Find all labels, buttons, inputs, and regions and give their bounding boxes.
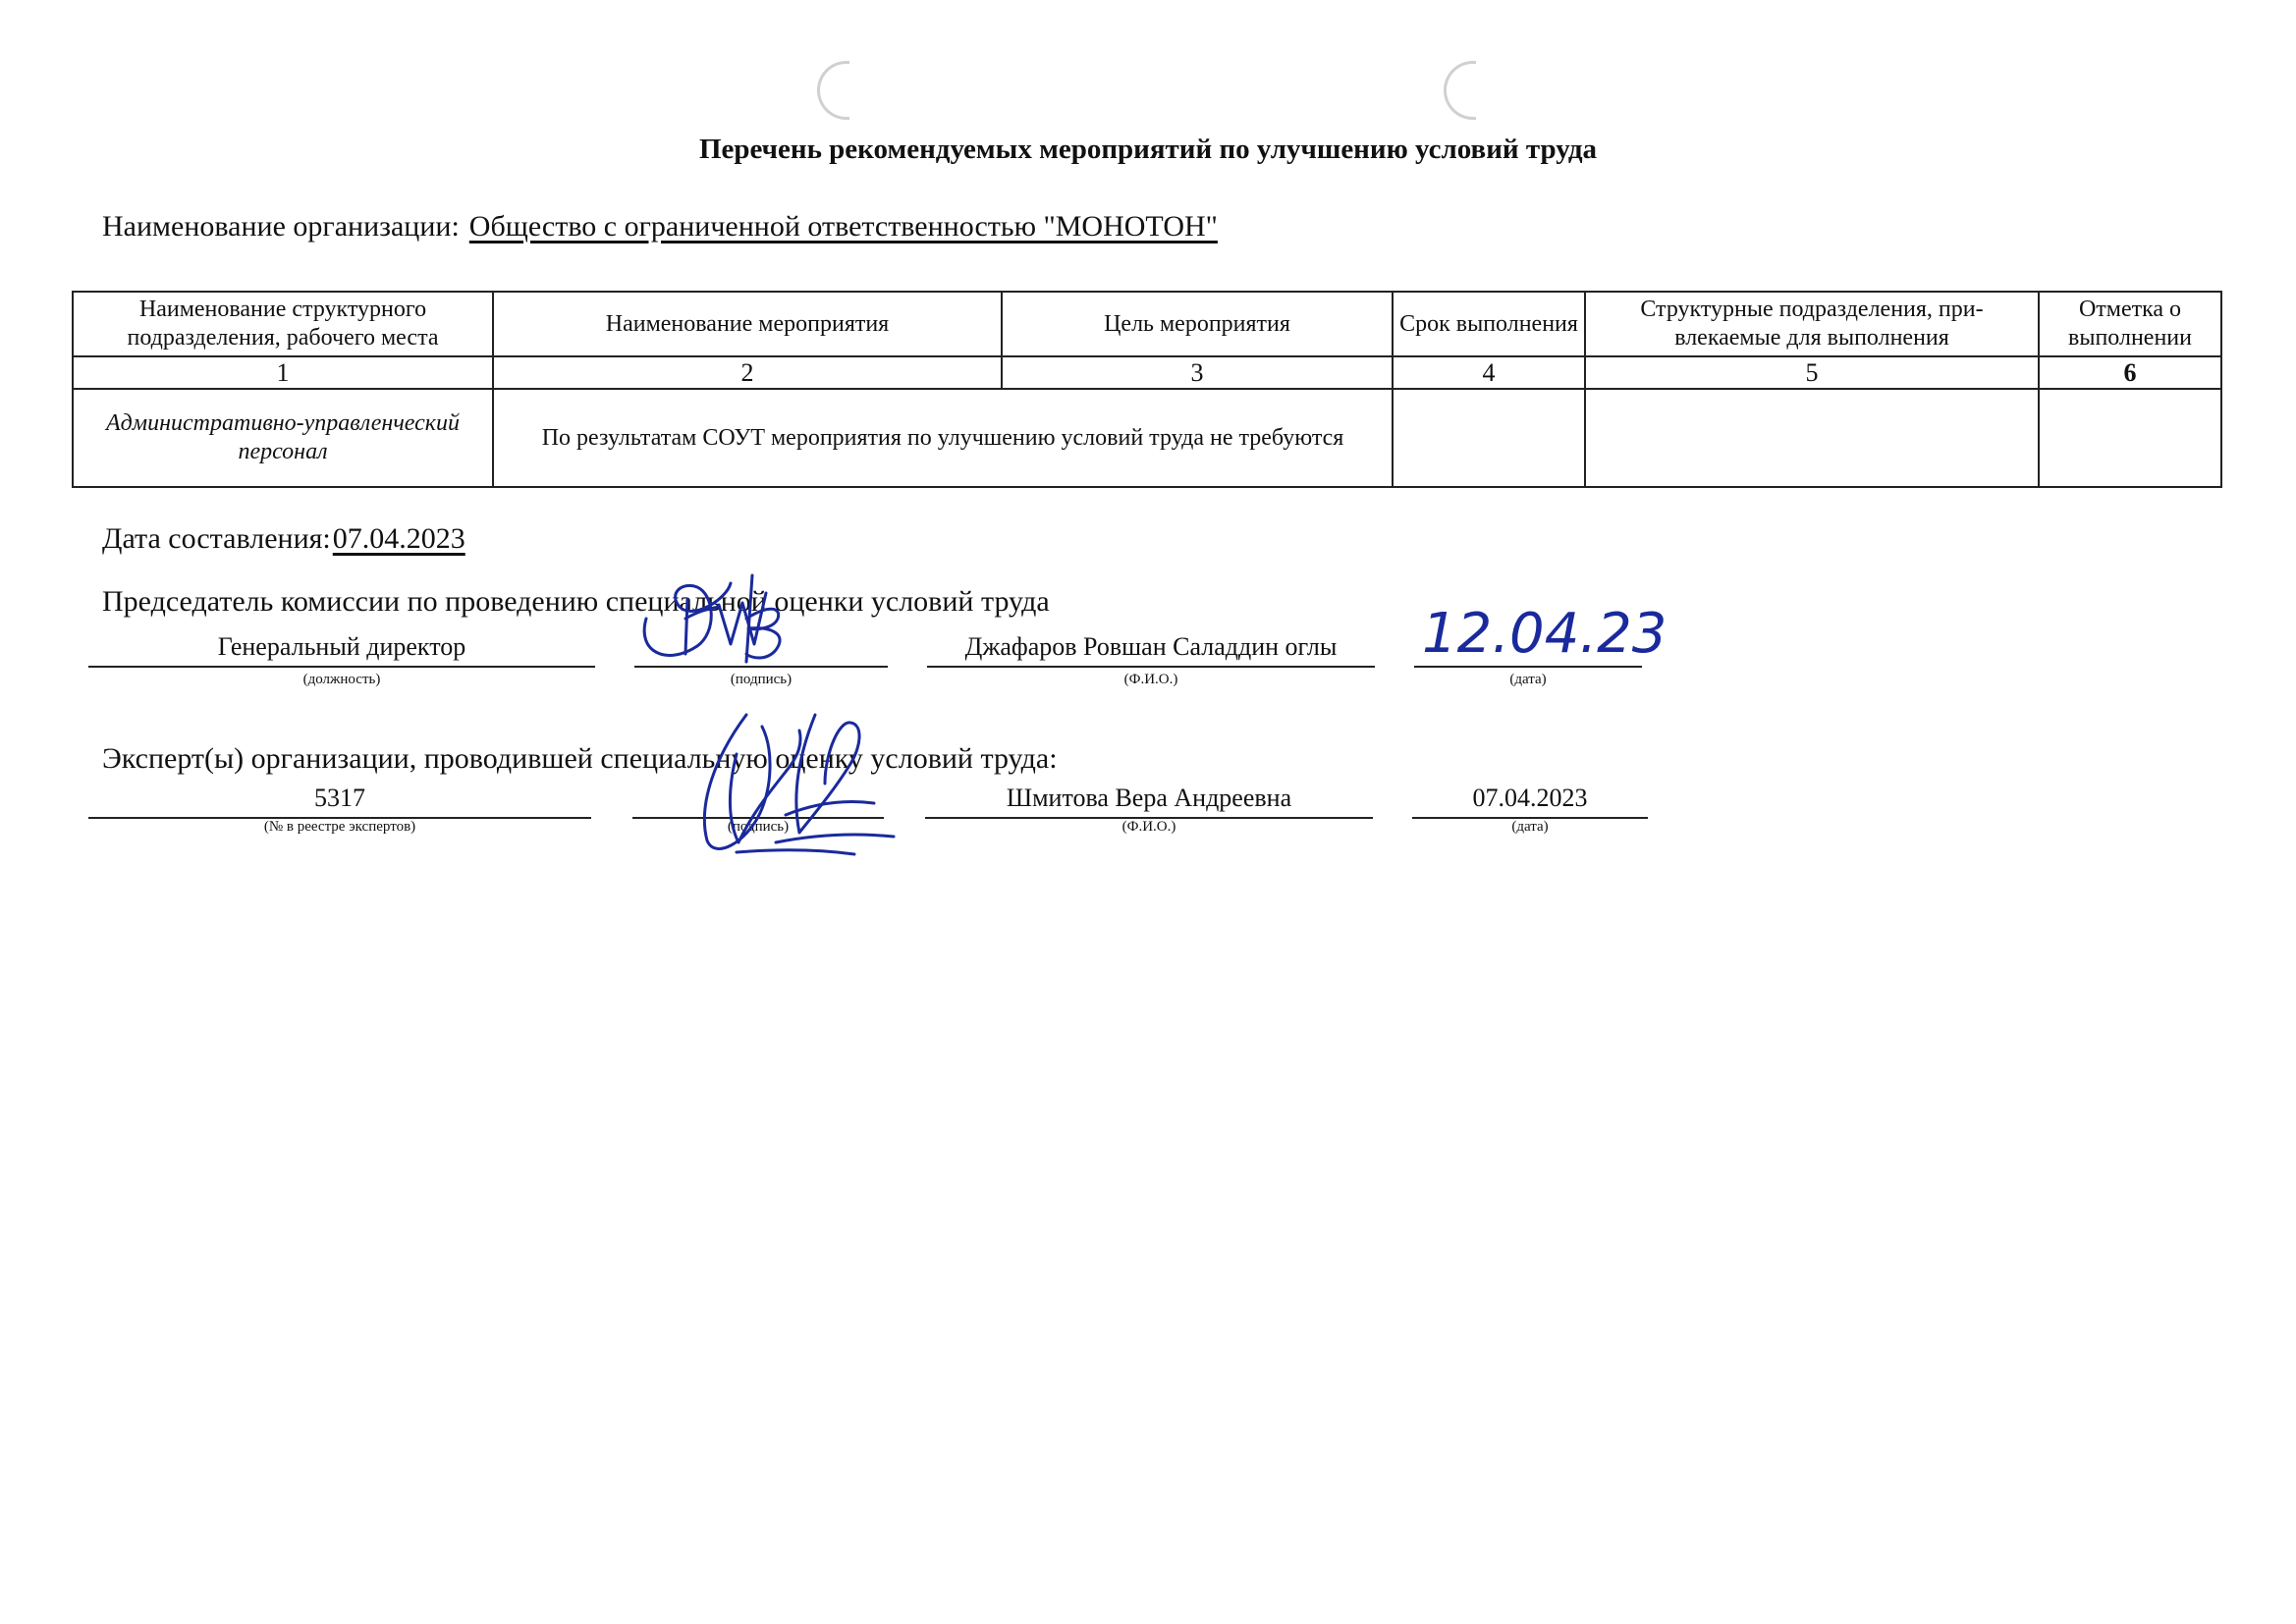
expert-registry-field: [88, 782, 591, 819]
column-header: Наименование мероприятия: [493, 292, 1002, 356]
date-caption: (дата): [1509, 672, 1547, 687]
chairman-handwritten-date: [1414, 601, 1667, 666]
name-caption: (Ф.И.О.): [1123, 672, 1178, 687]
expert-heading: Эксперт(ы) организации, проводившей специальную оценку условий труда:: [102, 742, 1058, 775]
table-header-row: [73, 292, 2221, 356]
expert-name: Шмитова Вера Андреевна: [1006, 784, 1292, 812]
underline: [1414, 666, 1642, 668]
signature-caption: (подпись): [727, 819, 790, 835]
expert-registry-number: 5317: [314, 784, 365, 812]
underline: [88, 666, 595, 668]
column-number: 5: [1585, 356, 2039, 389]
chairman-position-field: [88, 628, 595, 668]
column-header: Срок выполнения: [1393, 292, 1585, 356]
compilation-date-value: 07.04.2023: [332, 522, 465, 555]
registry-caption: (№ в реестре экспертов): [263, 819, 416, 835]
compilation-date-label: Дата составления:: [102, 522, 331, 555]
chairman-position: Генеральный директор: [217, 632, 466, 661]
expert-date: 07.04.2023: [1472, 784, 1588, 812]
organization-label: Наименование организации:: [102, 210, 460, 243]
punch-hole-mark: [817, 61, 849, 120]
column-header: Наименование структурного подразделения, рабочего места: [73, 292, 493, 356]
handwritten-date-text: 12.04.23: [1422, 602, 1667, 666]
chairman-signature: [629, 560, 845, 677]
document-title: Перечень рекомендуемых мероприятий по улучшению условий труда: [698, 134, 1598, 165]
signature-caption: (подпись): [730, 672, 793, 687]
column-number: 1: [73, 356, 493, 389]
measure-cell: По результатам СОУТ мероприятия по улучшению условий труда не требуются: [493, 389, 1393, 487]
column-number: 4: [1393, 356, 1585, 389]
completion-mark-cell: [2039, 389, 2221, 487]
column-number: 2: [493, 356, 1002, 389]
column-number-row: [73, 356, 2221, 389]
organization-name: Общество с ограниченной ответственностью "МОНОТОН": [468, 210, 1218, 243]
expert-signature: [678, 695, 923, 862]
compilation-date-line: [102, 522, 473, 556]
unit-cell: Административно-управленческий персонал: [73, 389, 493, 487]
column-header: Структурные подразделения, при-влекаемые для выполнения: [1585, 292, 2039, 356]
chairman-heading: Председатель комиссии по проведению специальной оценки условий труда: [102, 585, 1050, 618]
underline: [927, 666, 1375, 668]
chairman-name-field: [927, 628, 1375, 668]
date-caption: (дата): [1511, 819, 1549, 835]
punch-hole-mark: [1444, 61, 1476, 120]
column-header: Отметка о выполнении: [2039, 292, 2221, 356]
measures-table: [72, 291, 2222, 488]
name-caption: (Ф.И.О.): [1121, 819, 1176, 835]
table-row: [73, 389, 2221, 487]
position-caption: (должность): [302, 672, 381, 687]
column-number: 6: [2039, 356, 2221, 389]
column-header: Цель мероприятия: [1002, 292, 1393, 356]
departments-cell: [1585, 389, 2039, 487]
column-number: 3: [1002, 356, 1393, 389]
organization-line: [102, 210, 1235, 244]
expert-date-field: [1412, 782, 1648, 819]
deadline-cell: [1393, 389, 1585, 487]
chairman-name: Джафаров Ровшан Саладдин оглы: [964, 632, 1338, 661]
expert-name-field: [925, 782, 1373, 819]
